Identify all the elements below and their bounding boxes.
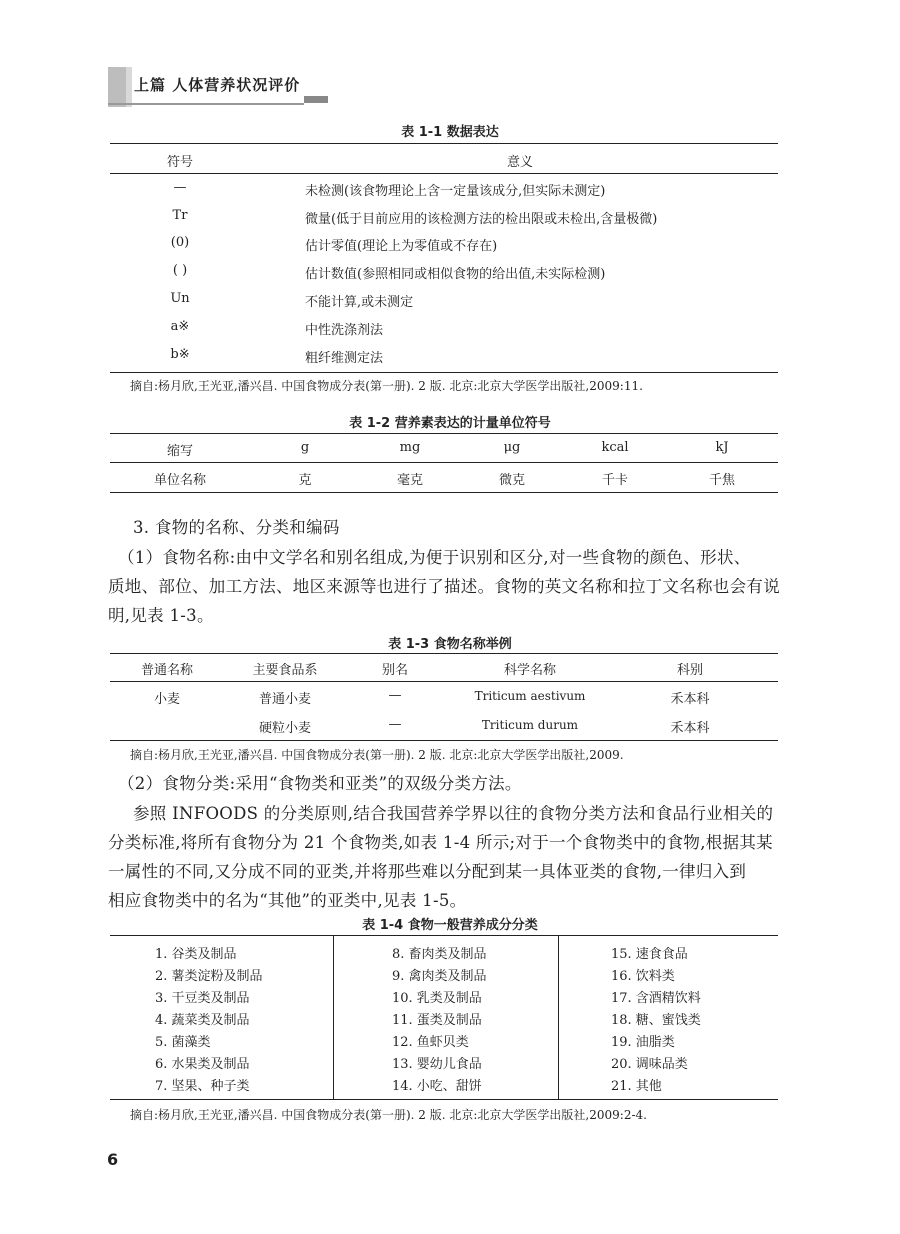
table1-meaning: 微量(低于目前应用的该检测方法的检出限或未检出,含量极微)	[305, 212, 658, 227]
table3-header-rule	[110, 681, 778, 682]
body-paragraph-line: 明,见表 1-3。	[108, 606, 214, 625]
list-item: 7. 坚果、种子类	[155, 1079, 250, 1094]
table3-cell: —	[388, 717, 402, 732]
body-paragraph-line: 参照 INFOODS 的分类原则,结合我国营养学界以往的食物分类方法和食品行业相关的	[133, 804, 774, 823]
header-tab-decoration	[304, 96, 328, 103]
list-item: 19. 油脂类	[611, 1035, 675, 1050]
table1-caption: 表 1-1 数据表达	[401, 125, 499, 140]
page-number: 6	[107, 1150, 119, 1169]
table3-cell: Triticum durum	[481, 718, 579, 732]
table2-cell: kJ	[715, 440, 729, 455]
list-item: 12. 鱼虾贝类	[392, 1035, 469, 1050]
table1-header-rule	[110, 173, 778, 174]
table1-header-meaning: 意义	[506, 155, 533, 170]
table1-bottom-rule	[110, 372, 778, 373]
list-item: 6. 水果类及制品	[155, 1057, 250, 1072]
table3-top-rule	[110, 653, 778, 654]
table4-caption: 表 1-4 食物一般营养成分分类	[362, 918, 538, 933]
table2-cell: 微克	[498, 473, 525, 488]
table3-header: 别名	[381, 663, 408, 678]
list-item: 2. 薯类淀粉及制品	[155, 969, 263, 984]
table1-meaning: 估计零值(理论上为零值或不存在)	[305, 239, 498, 254]
table3-cell: —	[388, 688, 402, 703]
table2-cell: mg	[399, 440, 421, 455]
table1-top-rule	[110, 143, 778, 144]
table2-cell: 单位名称	[153, 473, 206, 488]
table3-cell: Triticum aestivum	[474, 689, 586, 703]
table1-header-symbol: 符号	[166, 155, 193, 170]
header-underline	[108, 103, 304, 105]
list-item: 9. 禽肉类及制品	[392, 969, 487, 984]
list-item: 5. 菌藻类	[155, 1035, 211, 1050]
table2-cell: 千卡	[601, 473, 628, 488]
table1-symbol: a※	[170, 319, 190, 334]
table3-header: 科别	[676, 663, 703, 678]
table1-symbol: Un	[170, 291, 190, 306]
table4-bottom-rule	[110, 1099, 778, 1100]
section-heading: 3. 食物的名称、分类和编码	[133, 518, 340, 537]
table4-source: 摘自:杨月欣,王光亚,潘兴昌. 中国食物成分表(第一册). 2 版. 北京:北京大学医学出版社,2009:2-4.	[130, 1108, 647, 1122]
table2-cell: 克	[298, 473, 312, 488]
list-item: 20. 调味品类	[611, 1057, 688, 1072]
table4-top-rule	[110, 935, 778, 936]
table1-meaning: 中性洗涤剂法	[305, 323, 384, 338]
body-paragraph-line: （1）食物名称:由中文学名和别名组成,为便于识别和区分,对一些食物的颜色、形状、	[118, 548, 751, 567]
header-bar-shade	[126, 67, 132, 107]
table1-symbol: Tr	[172, 208, 188, 223]
body-paragraph-line: 相应食物类中的名为“其他”的亚类中,见表 1-5。	[108, 891, 467, 910]
table4-divider	[333, 935, 334, 1099]
table2-cell: 千焦	[708, 473, 735, 488]
table2-caption: 表 1-2 营养素表达的计量单位符号	[349, 416, 551, 431]
table1-meaning: 估计数值(参照相同或相似食物的给出值,未实际检测)	[305, 267, 606, 282]
body-paragraph-line: 质地、部位、加工方法、地区来源等也进行了描述。食物的英文名称和拉丁文名称也会有说	[108, 577, 780, 596]
table1-source: 摘自:杨月欣,王光亚,潘兴昌. 中国食物成分表(第一册). 2 版. 北京:北京大学医学出版社,2009:11.	[130, 379, 643, 393]
table2-top-rule	[110, 433, 778, 434]
table3-cell: 普通小麦	[258, 692, 311, 707]
table2-bottom-rule	[110, 492, 778, 493]
table3-cell: 禾本科	[670, 721, 710, 736]
body-paragraph-line: （2）食物分类:采用“食物类和亚类”的双级分类方法。	[118, 774, 522, 793]
body-paragraph-line: 一属性的不同,又分成不同的亚类,并将那些难以分配到某一具体亚类的食物,一律归入到	[108, 862, 747, 881]
table1-symbol: ( )	[172, 263, 188, 278]
table2-cell: 毫克	[396, 473, 423, 488]
table3-caption: 表 1-3 食物名称举例	[388, 637, 512, 652]
list-item: 16. 饮料类	[611, 969, 675, 984]
table1-meaning: 不能计算,或未测定	[305, 295, 414, 310]
table2-cell: μg	[503, 440, 521, 455]
list-item: 11. 蛋类及制品	[392, 1013, 482, 1028]
table4-divider	[558, 935, 559, 1099]
table3-header: 科学名称	[503, 663, 556, 678]
list-item: 1. 谷类及制品	[155, 947, 237, 962]
list-item: 10. 乳类及制品	[392, 991, 482, 1006]
table2-cell: 缩写	[166, 444, 193, 459]
running-header-title: 上篇 人体营养状况评价	[134, 76, 301, 94]
list-item: 4. 蔬菜类及制品	[155, 1013, 250, 1028]
table3-source: 摘自:杨月欣,王光亚,潘兴昌. 中国食物成分表(第一册). 2 版. 北京:北京大学医学出版社,2009.	[130, 748, 624, 762]
list-item: 8. 畜肉类及制品	[392, 947, 487, 962]
list-item: 17. 含酒精饮料	[611, 991, 701, 1006]
table1-symbol: b※	[170, 347, 190, 362]
table3-header: 主要食品系	[252, 663, 318, 678]
body-paragraph-line: 分类标准,将所有食物分为 21 个食物类,如表 1-4 所示;对于一个食物类中的食物,根据其某	[108, 833, 773, 852]
table1-meaning: 粗纤维测定法	[305, 351, 384, 366]
table3-header: 普通名称	[140, 663, 193, 678]
table3-bottom-rule	[110, 740, 778, 741]
table1-meaning: 未检测(该食物理论上含一定量该成分,但实际未测定)	[305, 184, 606, 199]
list-item: 14. 小吃、甜饼	[392, 1079, 482, 1094]
list-item: 15. 速食食品	[611, 947, 688, 962]
list-item: 18. 糖、蜜饯类	[611, 1013, 701, 1028]
table1-symbol: (0)	[170, 235, 190, 250]
table1-symbol: —	[173, 180, 187, 195]
table2-cell: kcal	[601, 440, 629, 455]
list-item: 21. 其他	[611, 1079, 662, 1094]
table3-cell: 小麦	[153, 692, 180, 707]
table3-cell: 硬粒小麦	[258, 721, 311, 736]
header-bar-decoration	[108, 67, 126, 107]
list-item: 3. 干豆类及制品	[155, 991, 250, 1006]
table2-cell: g	[300, 440, 310, 455]
table3-cell: 禾本科	[670, 692, 710, 707]
list-item: 13. 婴幼儿食品	[392, 1057, 482, 1072]
table2-mid-rule	[110, 462, 778, 463]
